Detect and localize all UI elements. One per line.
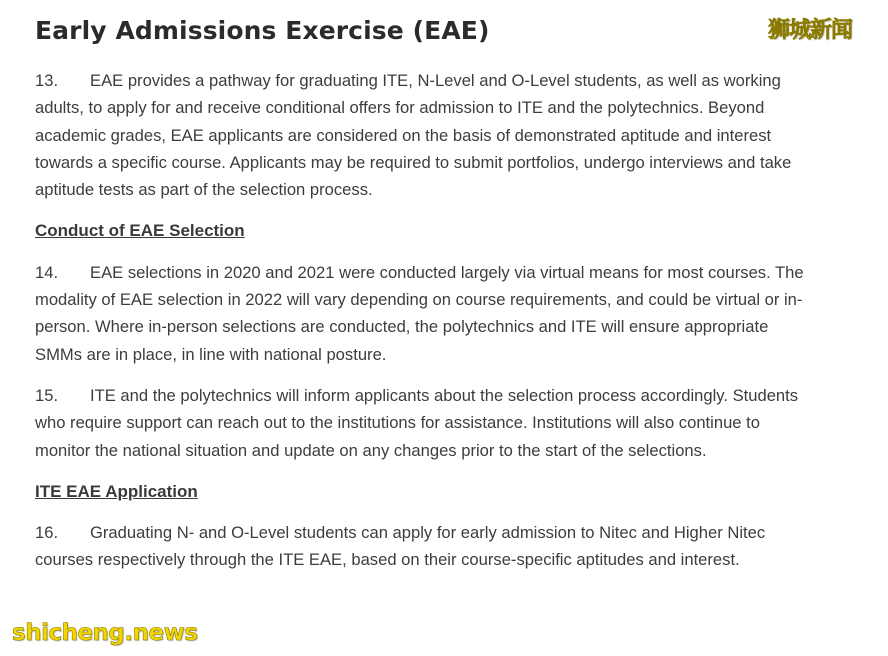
paragraph-text: EAE selections in 2020 and 2021 were conducted largely via virtual means for most courses. The modality of EAE selection in 2022 will vary depending on course requirements, and could be virtual or in-person. Where in-person selections are conducted, the polytechnics and ITE will ensure appropriate SMMs are in place, in line with national posture.: [35, 262, 804, 364]
paragraph-text: EAE provides a pathway for graduating ITE, N-Level and O-Level students, as well as working adults, to apply for and receive conditional offers for admission to ITE and the polytechnics. Beyond academic grades, EAE applicants are considered on the basis of demonstrated aptitude and interest towards a specific course. Applicants may be required to submit portfolios, undergo interviews and take aptitude tests as part of the selection process.: [35, 71, 792, 200]
paragraph-text: Graduating N- and O-Level students can apply for early admission to Nitec and Higher Nitec courses respectively through the ITE EAE, based on their course-specific aptitudes and interest.: [35, 523, 766, 570]
article-body: [35, 67, 805, 588]
paragraph-15: [35, 382, 805, 464]
paragraph-number: 16.: [35, 523, 59, 543]
paragraph-number: 13.: [35, 71, 59, 90]
paragraph-14: [35, 259, 805, 368]
paragraph-13: [35, 67, 805, 203]
paragraph-number: 15.: [35, 385, 59, 405]
paragraph-number: 14.: [35, 262, 59, 282]
watermark-site-url: shicheng.news: [12, 620, 198, 646]
watermark-logo-chinese: 狮城新闻: [768, 18, 853, 43]
section-heading-ite-eae: ITE EAE Application: [35, 481, 198, 501]
section-heading-conduct: Conduct of EAE Selection: [35, 221, 245, 241]
page-title: Early Admissions Exercise (EAE): [35, 16, 490, 45]
paragraph-16: [35, 519, 805, 574]
paragraph-text: ITE and the polytechnics will inform applicants about the selection process accordingly. Students who require support can reach out to the institutions for assistance. Institutions will also continue to monitor the national situation and update on any changes prior to the start of the selections.: [35, 385, 799, 460]
